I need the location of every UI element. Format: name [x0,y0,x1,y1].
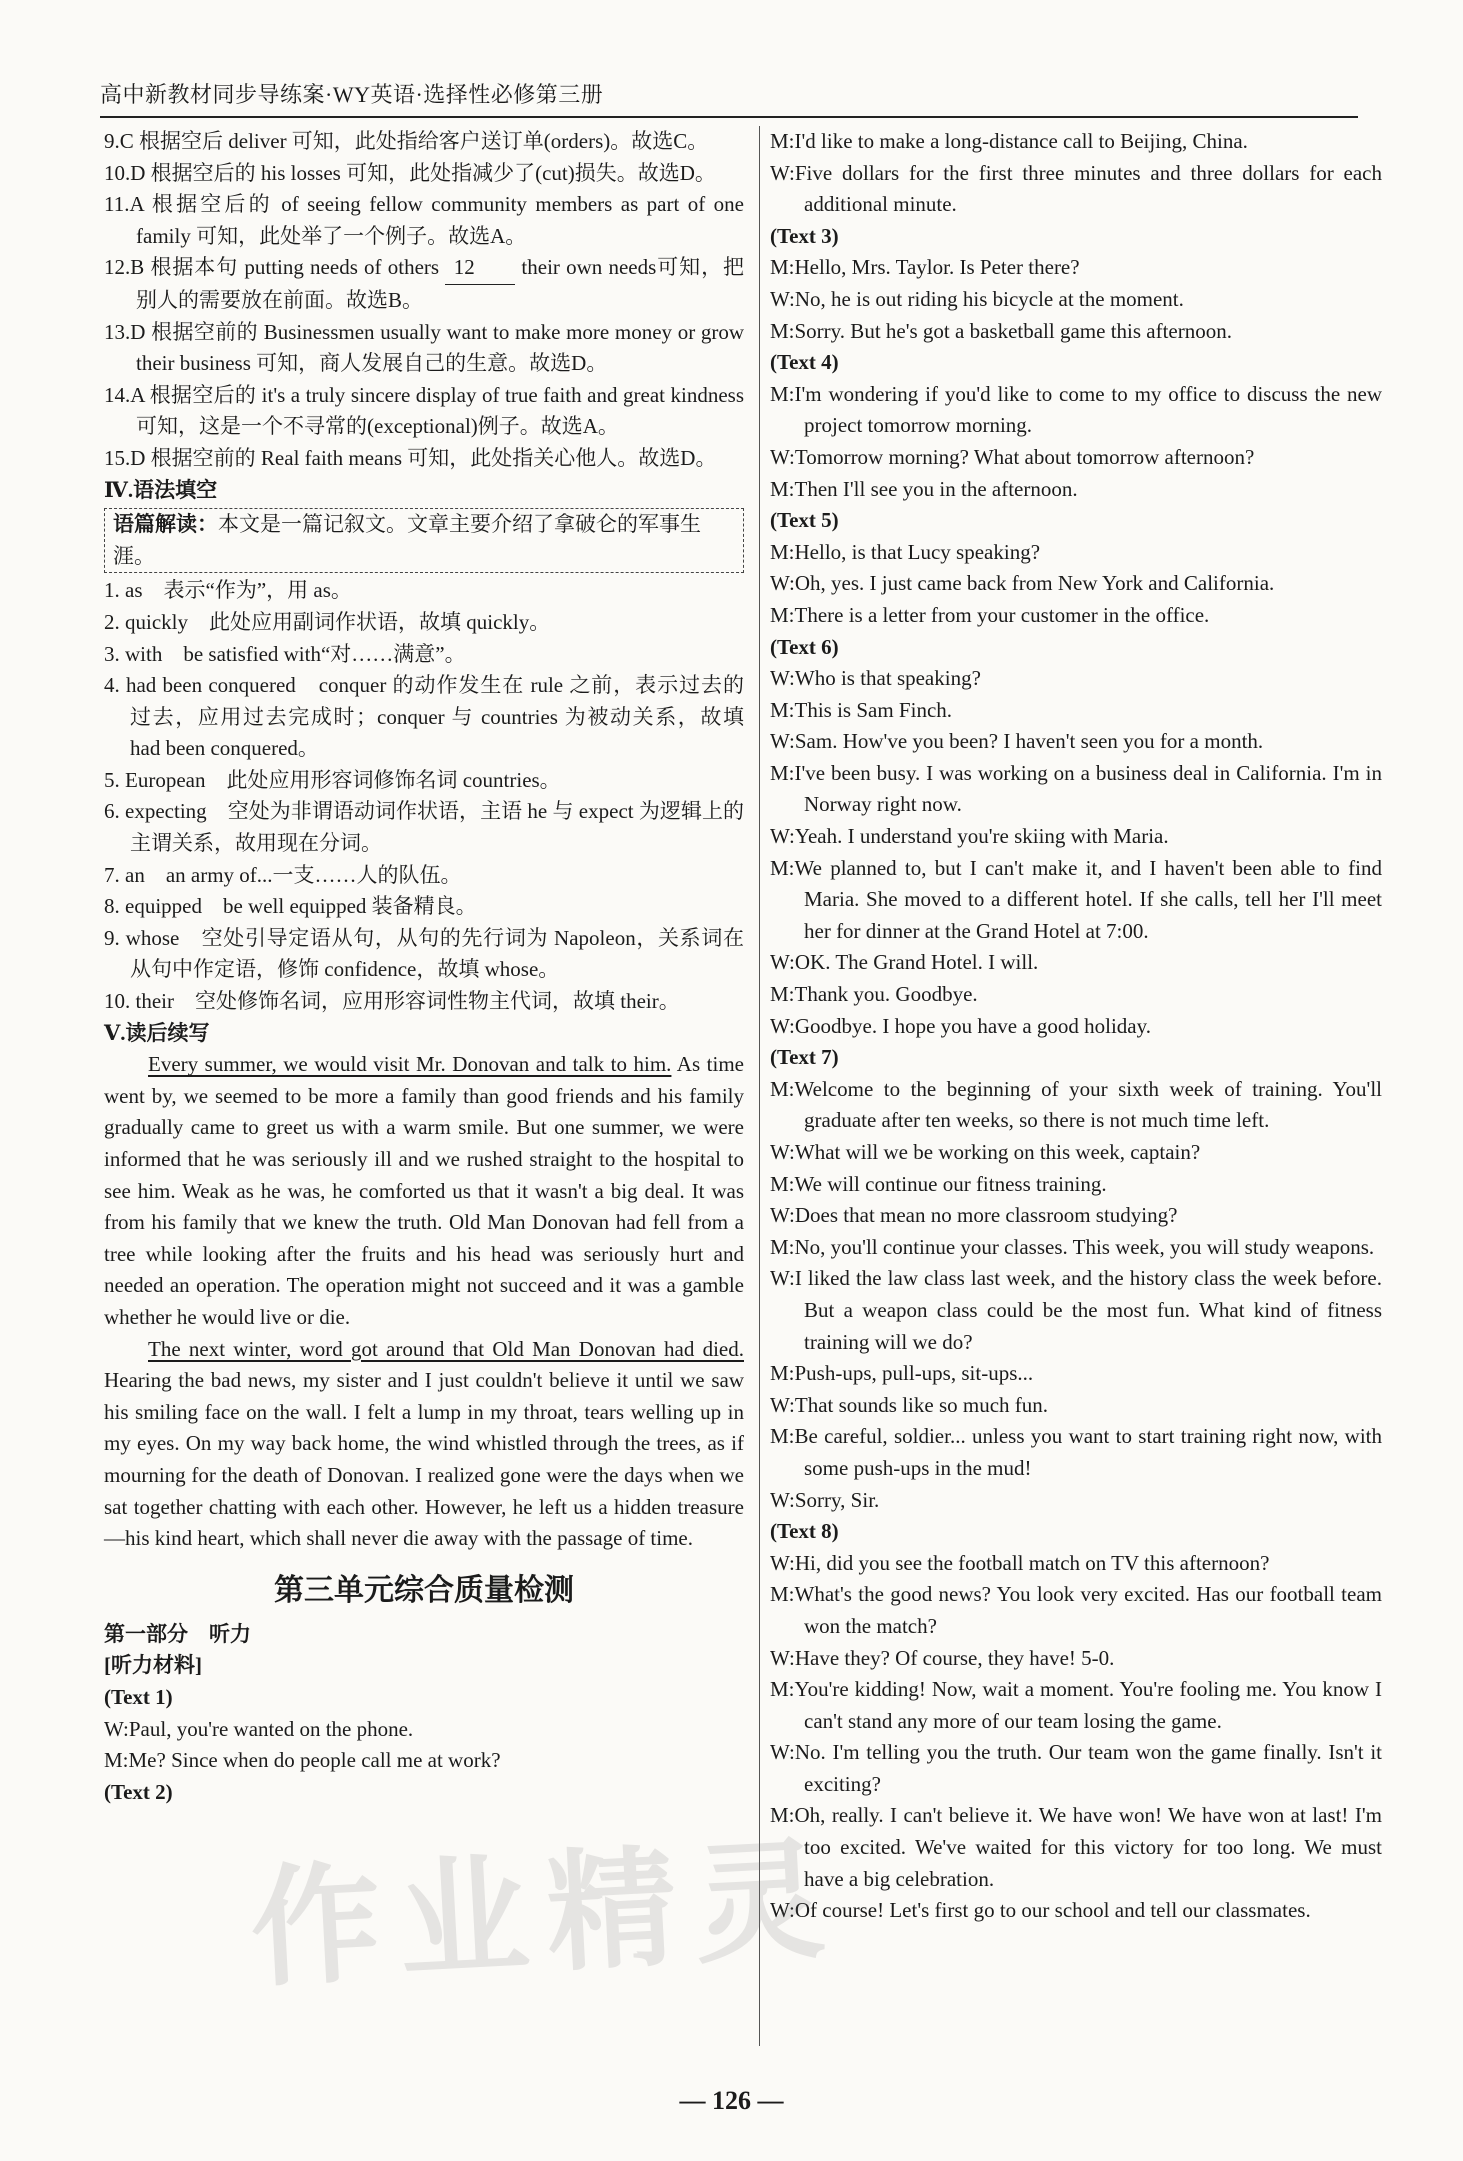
dialogue-line: W:Sorry, Sir. [770,1487,880,1512]
answer-item: 13.D 根据空前的 Businessmen usually want to make more money or grow their business 可知，商人发展自己的生意。故选D。 [104,319,744,376]
text-label: (Text 4) [770,350,839,375]
grammar-answer: 3. with be satisfied with“对……满意”。 [104,641,466,666]
text-label: (Text 7) [770,1045,839,1070]
text-label: (Text 5) [770,508,839,533]
dialogue-line: M:There is a letter from your customer in the office. [770,602,1210,627]
grammar-answer: 2. quickly 此处应用副词作状语，故填 quickly。 [104,609,551,634]
grammar-answer: 1. as 表示“作为”，用 as。 [104,578,352,603]
section-heading-writing: Ⅴ.读后续写 [104,1020,210,1045]
dialogue-text-2 [770,126,1382,221]
grammar-answer: 6. expecting 空处为非谓语动词作状语，主语 he 与 expect 为逻辑上的主谓关系，故用现在分词。 [104,799,744,856]
grammar-answer: 7. an an army of...一支……人的队伍。 [104,862,462,887]
dialogue-line: M:Push-ups, pull-ups, sit-ups... [770,1361,1034,1386]
dialogue-line: W:OK. The Grand Hotel. I will. [770,950,1039,975]
answer-item: 15.D 根据空前的 Real faith means 可知，此处指关心他人。故选D。 [104,445,717,470]
dialogue-line: W:Tomorrow morning? What about tomorrow afternoon? [770,444,1255,469]
page-number: — 126 — [679,2086,784,2115]
dialogue-line: W:Yeah. I understand you're skiing with Maria. [770,824,1169,849]
answer-item: 9.C 根据空后 deliver 可知，此处指给客户送订单(orders)。故选C。 [104,129,709,153]
right-column [770,126,1382,1927]
essay-paragraph-2: The next winter, word got around that Old Man Donovan had died. Hearing the bad news, my sister and I just couldn't believe it until we saw his smiling face on the wall. I felt a lump in my throat, tears welling up in my eyes. On my way back home, the wind whistled through the trees, as if mourning for the death of Donovan. I realized gone were the days when we sat together chatting with each other. However, he left us a hidden treasure—his kind heart, which shall never die away with the passage of time. [104,1336,744,1551]
unit-test-title: 第三单元综合质量检测 [274,1572,574,1608]
dialogue-line: M:Hello, Mrs. Taylor. Is Peter there? [770,255,1080,280]
answer-item: 11.A 根据空后的 of seeing fellow community members as part of one family 可知，此处举了一个例子。故选A。 [104,192,744,248]
grammar-answer: 10. their 空处修饰名词，应用形容词性物主代词，故填 their。 [104,989,680,1014]
dialogue-line: M:Be careful, soldier... unless you want to start training right now, with some push-ups in the mud! [770,1424,1382,1480]
passage-summary-box: 语篇解读：本文是一篇记叙文。文章主要介绍了拿破仑的军事生涯。 [104,508,744,573]
answer-list-a [104,126,744,252]
grammar-answer: 8. equipped be well equipped 装备精良。 [104,894,477,919]
dialogue-line: W:That sounds like so much fun. [770,1392,1049,1417]
dialogue-line: W:Hi, did you see the football match on TV this afternoon? [770,1550,1270,1575]
dialogue-texts [770,221,1382,1927]
dialogue-line: W:Does that mean no more classroom studying? [770,1203,1178,1228]
dialogue-line: M:Welcome to the beginning of your sixth week of training. You'll graduate after ten weeks, so there is not much time left. [770,1076,1382,1133]
dialogue-line: W:Sam. How've you been? I haven't seen you for a month. [770,729,1264,754]
dialogue-line: M:We will continue our fitness training. [770,1171,1107,1196]
dialogue-line: W:Have they? Of course, they have! 5-0. [770,1645,1115,1670]
dialogue-line: W:Goodbye. I hope you have a good holiday. [770,1013,1152,1038]
part-heading-listening: 第一部分 听力 [104,1621,251,1646]
dialogue-line: W:What will we be working on this week, captain? [770,1140,1201,1164]
dialogue-line: M:Sorry. But he's got a basketball game this afternoon. [770,318,1232,343]
text-label: (Text 8) [770,1519,839,1544]
watermark: 作业精灵 [246,1822,847,2006]
dialogue-line: M:Thank you. Goodbye. [770,982,978,1007]
essay-paragraph-1: Every summer, we would visit Mr. Donovan and talk to him. As time went by, we seemed to be more a family than good friends and his family gradually came to greet us with a warm smile. But one summer, we were informed that he was seriously ill and we rushed straight to the hospital to see him. Weak as he was, he comforted us that it wasn't a big deal. It was from his family that we knew the truth. Old Man Donovan had fell from a tree while looking after the fruits and his head was seriously hurt and needed an operation. The operation might not succeed and it was a gamble whether he would live or die. [104,1052,744,1329]
dialogue-line: M:Me? Since when do people call me at work? [104,1748,501,1773]
answer-item-12: 12.B 根据本句 putting needs of others 12 their own needs可知，把别人的需要放在前面。故选B。 [104,252,744,316]
dialogue-line: M:We planned to, but I can't make it, and I haven't been able to find Maria. She moved to a different hotel. If she calls, tell her I'll meet her for dinner at the Grand Hotel at 7:00. [770,855,1382,943]
grammar-answer: 5. European 此处应用形容词修饰名词 countries。 [104,767,561,792]
text-label: (Text 3) [770,223,839,248]
dialogue-line: M:You're kidding! Now, wait a moment. You're fooling me. You know I can't stand any more of our team losing the game. [770,1677,1382,1733]
text-label: (Text 1) [104,1684,173,1709]
dialogue-line: M:I'm wondering if you'd like to come to my office to discuss the new project tomorrow morning. [770,381,1382,438]
dialogue-line: W:No, he is out riding his bicycle at the moment. [770,286,1184,311]
answer-list-b [104,317,744,475]
listening-material-label: [听力材料] [104,1653,202,1678]
dialogue-line: M:I've been busy. I was working on a business deal in California. I'm in Norway right now. [770,760,1382,817]
text-label: (Text 6) [770,634,839,659]
dialogue-line: M:Then I'll see you in the afternoon. [770,476,1078,501]
left-column [104,126,744,1808]
grammar-answer: 4. had been conquered conquer 的动作发生在 rule 之前，表示过去的过去，应用过去完成时；conquer 与 countries 为被动关系，故填 had been conquered。 [104,673,744,761]
section-heading-grammar: Ⅳ.语法填空 [104,477,218,502]
fill-blank: 12 [445,252,515,285]
dialogue-text-1 [104,1714,744,1777]
dialogue-line: W:Who is that speaking? [770,666,981,691]
dialogue-line: W:Oh, yes. I just came back from New York and California. [770,571,1275,596]
grammar-answer: 9. whose 空处引导定语从句，从句的先行词为 Napoleon，关系词在从句中作定语，修饰 confidence，故填 whose。 [104,925,744,982]
grammar-answer-list [104,575,744,1017]
answer-item: 10.D 根据空后的 his losses 可知，此处指减少了(cut)损失。故选D。 [104,160,716,185]
header-rule [100,116,1358,118]
answer-item: 14.A 根据空后的 it's a truly sincere display of true faith and great kindness 可知，这是一个不寻常的(exceptional)例子。故选A。 [104,382,744,439]
dialogue-line: W:No. I'm telling you the truth. Our team won the game finally. Isn't it exciting? [770,1740,1382,1796]
dialogue-line: M:Oh, really. I can't believe it. We have won! We have won at last! I'm too excited. We've waited for this victory for too long. We must have a big celebration. [770,1803,1382,1891]
dialogue-line: M:I'd like to make a long-distance call to Beijing, China. [770,129,1248,153]
running-header: 高中新教材同步导练案·WY英语·选择性必修第三册 [100,82,604,107]
dialogue-line: M:This is Sam Finch. [770,697,953,722]
dialogue-line: W:Of course! Let's first go to our school and tell our classmates. [770,1898,1311,1923]
dialogue-line: M:No, you'll continue your classes. This week, you will study weapons. [770,1234,1375,1259]
column-divider [759,126,760,2046]
dialogue-line: M:Hello, is that Lucy speaking? [770,539,1041,564]
dialogue-line: W:Paul, you're wanted on the phone. [104,1716,414,1741]
dialogue-line: W:I liked the law class last week, and the history class the week before. But a weapon class could be the most fun. What kind of fitness training will we do? [770,1266,1382,1354]
dialogue-line: M:What's the good news? You look very excited. Has our football team won the match? [770,1582,1382,1638]
dialogue-line: W:Five dollars for the first three minutes and three dollars for each additional minute. [770,160,1382,217]
text-label: (Text 2) [104,1779,173,1804]
